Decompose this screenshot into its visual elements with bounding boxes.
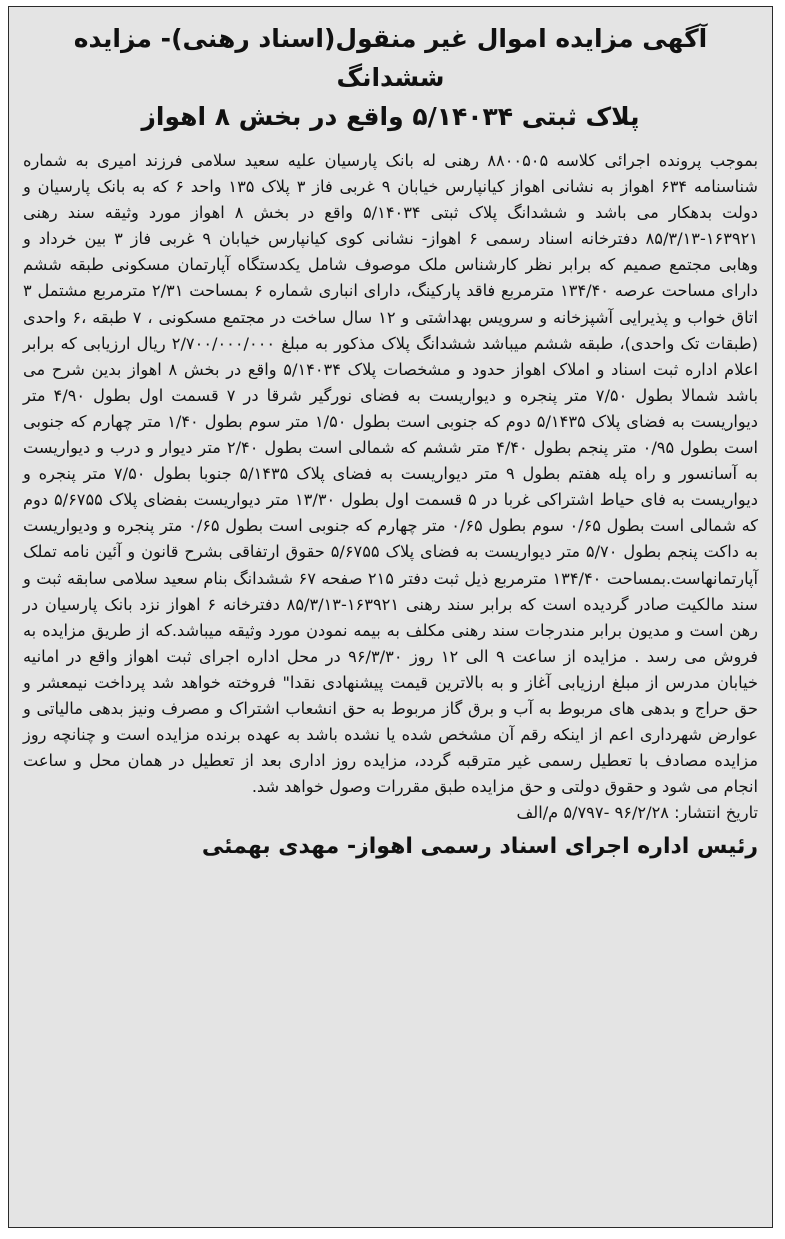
notice-title — [23, 19, 758, 136]
signature: رئیس اداره اجرای اسناد رسمی اهواز- مهدی بهمئی — [201, 834, 758, 860]
notice-body: بموجب پرونده اجرائی کلاسه ۸۸۰۰۵۰۵ رهنی له بانک پارسیان علیه سعید سلامی فرزند امیری به شماره شناسنامه ۶۳۴ اهواز به نشانی اهواز کیانپارس خیابان ۹ غربی فاز ۳ پلاک ۱۳۵ واحد ۶ که به بانک پارسیان و دولت بدهکار می باشد و ششدانگ پلاک ثبتی ۵/۱۴۰۳۴ واقع در بخش ۸ اهواز مورد وثیقه سند رهنی ۱۶۳۹۲۱-۸۵/۳/۱۳ دفترخانه اسناد رسمی ۶ اهواز- نشانی کوی کیانپارس خیابان ۹ غربی فاز ۳ بین خرداد و وهابی مجتمع صمیم که برابر نظر کارشناس ملک موصوف شامل یکدستگاه آپارتمان مسکونی طبقه ششم دارای مساحت عرصه ۱۳۴/۴۰ مترمربع فاقد پارکینگ، دارای انباری شماره ۶ بمساحت ۲/۳۱ مترمربع مشتمل ۳ اتاق خواب و پذیرایی آشپزخانه و سرویس بهداشتی و ۱۲ سال ساخت در مجتمع مسکونی ، ۷ طبقه ،۶ واحدی (طبقات تک واحدی)، طبقه ششم میباشد ششدانگ پلاک مذکور به مبلغ ۲/۷۰۰/۰۰۰/۰۰۰ ریال ارزیابی که برابر اعلام اداره ثبت اسناد و املاک اهواز حدود و مشخصات پلاک ۵/۱۴۰۳۴ واقع در بخش ۸ اهواز بدین شرح می باشد شمالا بطول ۷/۵۰ متر پنجره و دیواریست به فضای نورگیر شرقا در ۷ قسمت اول بطول ۴/۹۰ متر دیواریست به فضای پلاک ۵/۱۴۳۵ دوم که جنوبی است بطول ۱/۵۰ متر سوم بطول ۱/۴۰ متر چهارم که جنوبی است بطول ۰/۹۵ متر پنجم بطول ۴/۴۰ متر ششم که شمالی است بطول ۲/۴۰ متر دیوار و درب و دیواریست به آسانسور و راه پله هفتم بطول ۹ متر دیواریست به فضای پلاک ۵/۱۴۳۵ جنوبا بطول ۷/۵۰ متر پنجره و دیواریست به فای حیاط اشتراکی غربا در ۵ قسمت اول بطول ۱۳/۳۰ متر دیواریست بفضای پلاک ۵/۶۷۵۵ دوم که شمالی است بطول ۰/۶۵ سوم بطول ۰/۶۵ متر چهارم که جنوبی است بطول ۰/۶۵ متر پنجره و ودیواریست به داکت پنجم بطول ۵/۷۰ متر دیواریست به فضای پلاک ۵/۶۷۵۵ حقوق ارتفاقی بشرح قانون و آئین نامه تملک آپارتمانهاست.بمساحت ۱۳۴/۴۰ مترمربع ذیل ثبت دفتر ۲۱۵ صفحه ۶۷ ششدانگ بنام سعید سلامی سابقه ثبت و سند مالکیت صادر گردیده است که برابر سند رهنی ۱۶۳۹۲۱-۸۵/۳/۱۳ دفترخانه ۶ اهواز نزد بانک پارسیان در رهن است و مدیون برابر مندرجات سند رهنی مکلف به بیمه نمودن مورد وثیقه میباشد.که از طریق مزایده به فروش می رسد . مزایده از ساعت ۹ الی ۱۲ روز ۹۶/۳/۳۰ در محل اداره اجرای ثبت اهواز واقع در امانیه خیابان مدرس از مبلغ ارزیابی آغاز و به بالاترین قیمت پیشنهادی نقدا" فروخته خواهد شد پرداخت نیمعشر و حق حراج و بدهی های مربوط به آب و برق گاز مربوط به حق انشعاب اشتراک و مصرف ونیز بدهی مالیاتی و عوارض شهرداری اعم از اینکه رقم آن مشخص شده یا نشده باشد به عهده برنده مزایده است و چنانچه روز مزایده مصادف با تعطیل رسمی غیر مترقبه گردد، مزایده روز اداری بعد از تعطیل در همان محل و ساعت انجام می شود و حقوق دولتی و حق مزایده طبق مقررات وصول خواهد شد. — [23, 151, 759, 797]
auction-notice — [8, 6, 773, 1228]
notice-title-line-1: آگهی مزایده اموال غیر منقول(اسناد رهنی)- مزایده ششدانگ — [73, 24, 708, 92]
notice-title-line-2: پلاک ثبتی ۵/۱۴۰۳۴ واقع در بخش ۸ اهواز — [141, 102, 640, 131]
publication-date: تاریخ انتشار: ۹۶/۲/۲۸ -۵/۷۹۷ م/الف — [516, 803, 758, 823]
